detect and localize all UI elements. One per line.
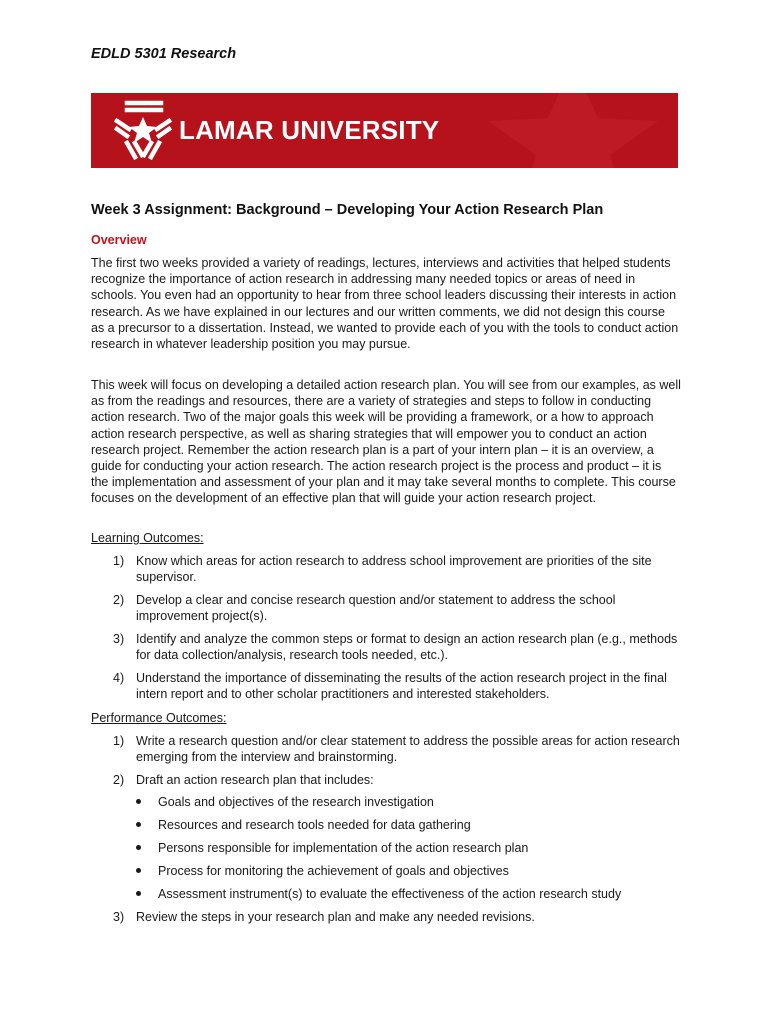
list-item: [91, 592, 681, 624]
list-item: [91, 909, 681, 925]
learning-outcomes-heading: Learning Outcomes:: [91, 531, 204, 545]
overview-heading: Overview: [91, 233, 147, 247]
performance-outcomes-heading: Performance Outcomes:: [91, 711, 227, 725]
list-number: 1): [113, 734, 125, 748]
list-number: 1): [113, 554, 125, 568]
university-name: LAMAR UNIVERSITY: [179, 115, 440, 145]
list-number: 2): [113, 772, 125, 787]
bullet-item: Goals and objectives of the research investigation: [136, 794, 681, 810]
list-item: [91, 772, 681, 902]
list-number: 3): [113, 910, 125, 925]
list-item: [91, 670, 681, 702]
plan-components-list: [136, 794, 681, 902]
course-title: EDLD 5301 Research: [91, 46, 237, 62]
list-item-text: Write a research question and/or clear statement to address the possible areas for action research emerging from the interview and brainstorming.: [136, 734, 680, 765]
list-item: [91, 631, 681, 663]
list-number: 3): [113, 631, 125, 646]
list-item-text: Know which areas for action research to address school improvement are priorities of the site supervisor.: [136, 554, 652, 585]
bullet-item: Resources and research tools needed for data gathering: [136, 817, 681, 833]
bullet-item: Process for monitoring the achievement of goals and objectives: [136, 863, 681, 879]
overview-paragraph: This week will focus on developing a detailed action research plan. You will see from our examples, as well as from the readings and resources, there are a variety of strategies and steps to follow in conducting action research. Two of the major goals this week will be providing a framework, or a how to approach action research perspective, as well as sharing strategies that will empower you to conduct an action research project. Remember the action research plan is a part of your intern plan – it is an overview, a guide for conducting your action research. The action research project is the process and product – it is the implementation and assessment of your plan and it may take several months to complete. This course focuses on the development of an effective plan that will guide your action research project.: [91, 378, 681, 506]
university-banner: [91, 93, 678, 168]
bullet-item: Persons responsible for implementation of the action research plan: [136, 840, 681, 856]
learning-outcomes-list: [91, 553, 681, 709]
star-watermark-icon: [458, 93, 678, 168]
assignment-title: Week 3 Assignment: Background – Developing Your Action Research Plan: [91, 202, 604, 218]
list-item: [91, 553, 681, 585]
list-item-text: Understand the importance of disseminating the results of the action research project in the final intern report and to other scholar practitioners and interested stakeholders.: [136, 670, 667, 701]
list-number: 2): [113, 592, 125, 607]
overview-paragraph: The first two weeks provided a variety of readings, lectures, interviews and activities that helped students recognize the importance of action research in addressing many needed topics or areas of need in schools. You even had an opportunity to hear from three school leaders discussing their interests in action research. As we have explained in our lectures and our written comments, we did not design this course as a precursor to a dissertation. Instead, we wanted to provide each of you with the tools to conduct action research in whatever leadership position you may pursue.: [91, 256, 679, 352]
list-item-text: Identify and analyze the common steps or format to design an action research plan (e.g., methods for data collection/analysis, research tools needed, etc.).: [136, 631, 678, 663]
list-item-text: Develop a clear and concise research question and/or statement to address the school improvement project(s).: [136, 592, 616, 624]
list-item-text: Draft an action research plan that includes:: [136, 772, 374, 787]
list-number: 4): [113, 670, 125, 685]
bullet-item: Assessment instrument(s) to evaluate the effectiveness of the action research study: [136, 886, 681, 902]
list-item: [91, 733, 681, 765]
performance-outcomes-list: [91, 733, 681, 932]
lamar-star-logo-icon: [113, 99, 173, 161]
list-item-text: Review the steps in your research plan and make any needed revisions.: [136, 910, 535, 925]
